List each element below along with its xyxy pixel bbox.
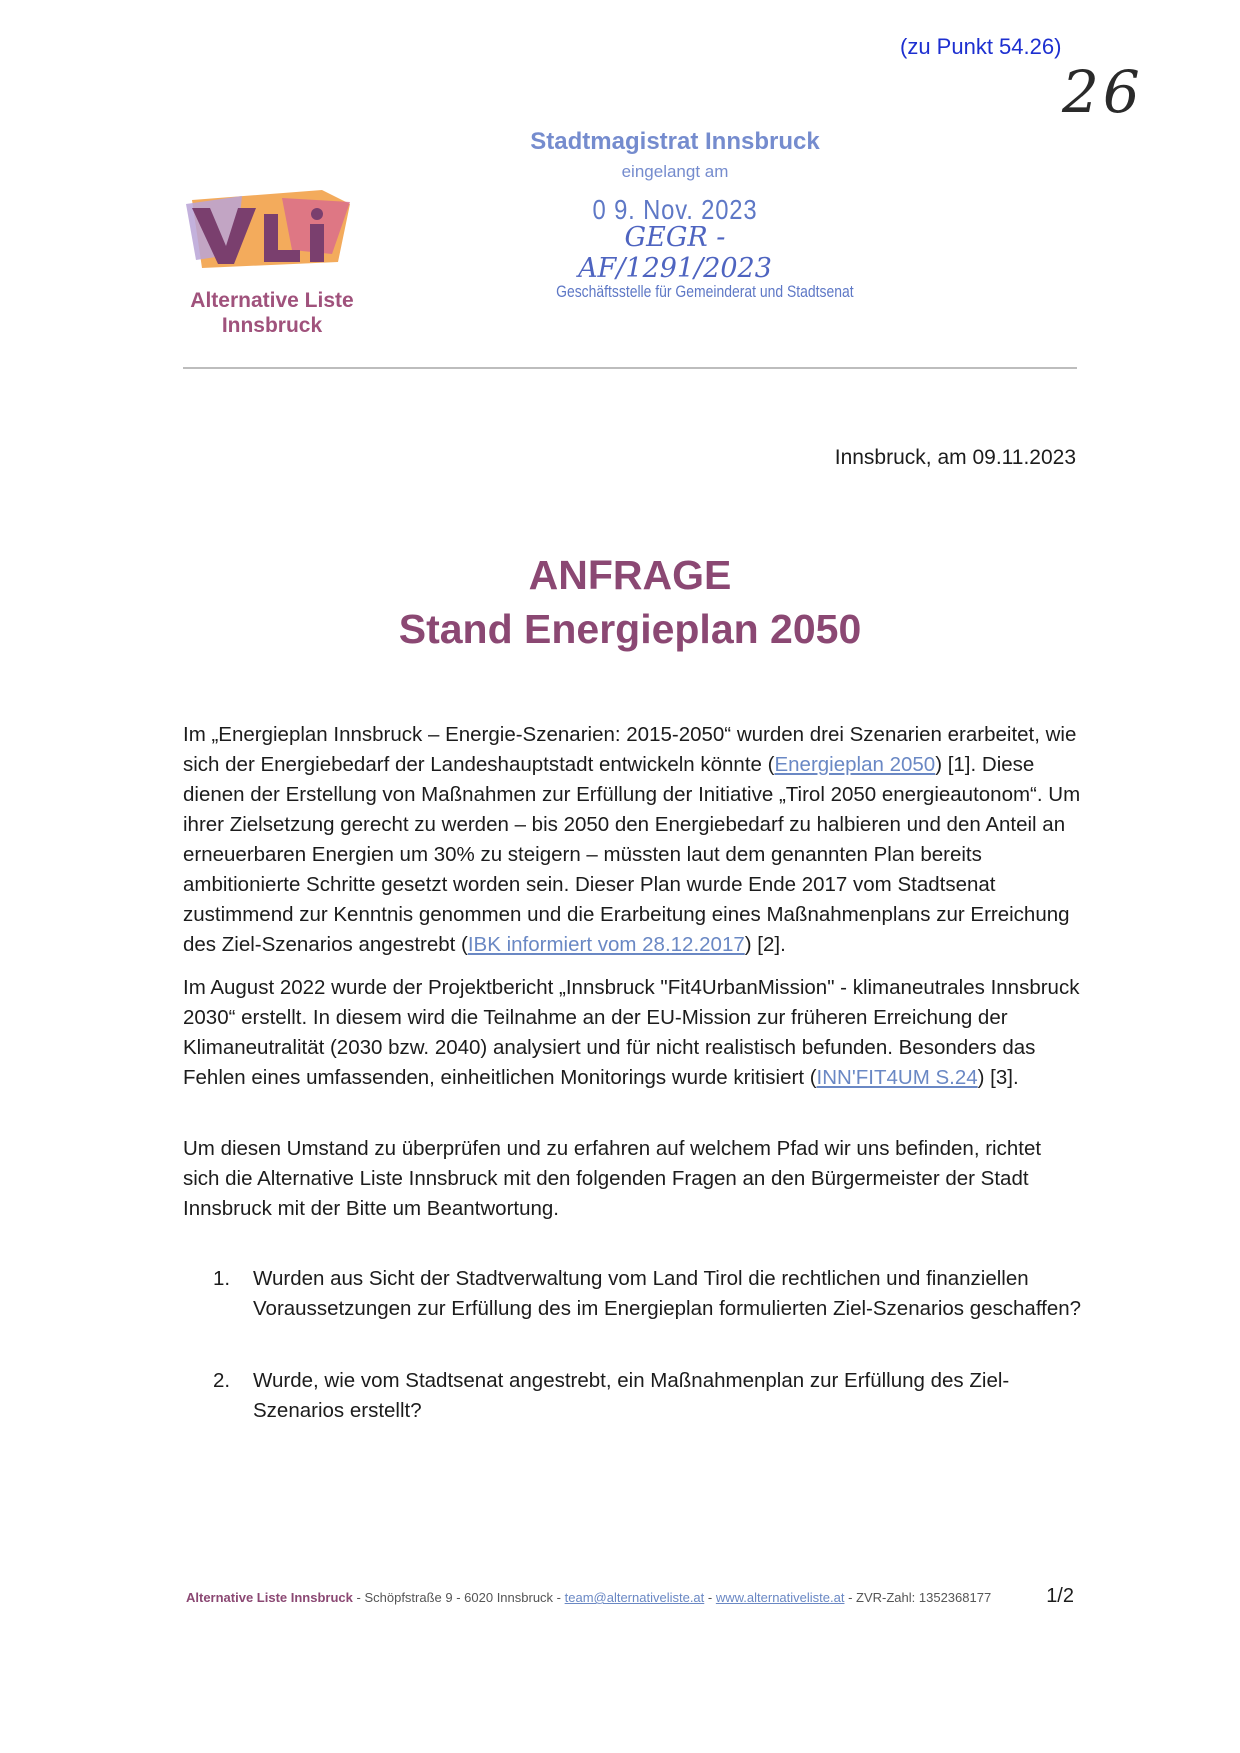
question-text: Wurden aus Sicht der Stadtverwaltung vom Land Tirol die rechtlichen und finanziellen Voraussetzungen zur Erfüllung des im Energieplan formulierten Ziel-Szenarios geschaffen? (253, 1267, 1082, 1320)
link-energieplan-2050[interactable]: Energieplan 2050 (774, 753, 936, 776)
footer-org: Alternative Liste Innsbruck (186, 1590, 353, 1605)
reference-note: (zu Punkt 54.26) (900, 34, 1062, 59)
paragraph-1-text-b: ) [1]. Diese dienen der Erstellung von Maßnahmen zur Erfüllung der Initiative „Tirol 2050 energieautonom“. Um ihrer Zielsetzung gerecht zu werden – bis 2050 den Energiebedarf zu halbieren und den Anteil an erneuerbaren Energien um 30% zu steigern – müssten laut dem genannten Plan bereits ambitionierte Schritte gesetzt worden sein. Dieser Plan wurde Ende 2017 vom Stadtsenat zustimmend zur Kenntnis genommen und die Erarbeitung eines Maßnahmenplans zur Erreichung des Ziel-Szenarios angestrebt ( (183, 753, 1081, 956)
paragraph-1-text-c: ) [2]. (744, 933, 786, 956)
stamp-office: Stadtmagistrat Innsbruck (530, 128, 820, 155)
title-line-2: Stand Energieplan 2050 (398, 606, 862, 652)
handwritten-page-number: 26 (1062, 58, 1144, 126)
stamp-received-label: eingelangt am (621, 162, 729, 181)
stamp-date: 0 9. Nov. 2023 (592, 194, 758, 225)
paragraph-2-text-a: Im August 2022 wurde der Projektbericht „Innsbruck "Fit4UrbanMission" - klimaneutrales Innsbruck 2030“ erstellt. In diesem wird die Teilnahme an der EU-Mission zur früheren Erreichung der Klimaneutralität (2030 bzw. 2040) analysiert und für nicht realistisch befunden. Besonders das Fehlen eines umfassenden, einheitlichen Monitorings wurde kritisiert ( (183, 976, 1080, 1089)
footer-sep: - (844, 1590, 857, 1605)
footer (186, 1590, 1086, 1605)
logo-caption-line2: Innsbruck (221, 314, 323, 337)
logo-caption (182, 288, 362, 338)
footer-address: Schöpfstraße 9 - 6020 Innsbruck (364, 1590, 554, 1605)
question-item (213, 1264, 1083, 1324)
paragraph-1-text-a: Im „Energieplan Innsbruck – Energie-Szenarien: 2015-2050“ wurden drei Szenarien erarbeitet, wie sich der Energiebedarf der Landeshauptstadt entwickeln könnte ( (183, 723, 1077, 776)
footer-sep: - (352, 1590, 365, 1605)
title-line-1: ANFRAGE (528, 552, 732, 598)
question-item (213, 1366, 1083, 1426)
letter-title (183, 548, 1077, 656)
footer-sep: - (704, 1590, 716, 1605)
paragraph-1 (183, 720, 1083, 960)
receipt-stamp (530, 128, 854, 302)
footer-zvr: ZVR-Zahl: 1352368177 (856, 1590, 992, 1605)
stamp-file-number: GEGR - AF/1291/2023 (578, 222, 772, 284)
paragraph-3: Um diesen Umstand zu überprüfen und zu erfahren auf welchem Pfad wir uns befinden, richtet sich die Alternative Liste Innsbruck mit den folgenden Fragen an den Bürgermeister der Stadt Innsbruck mit der Bitte um Beantwortung. (183, 1137, 1042, 1220)
header-divider (183, 367, 1077, 369)
page-number: 1/2 (1046, 1585, 1074, 1607)
logo-caption-line1: Alternative Liste (190, 289, 354, 312)
footer-web-link[interactable]: www.alternativeliste.at (715, 1590, 845, 1605)
footer-sep: - (553, 1590, 565, 1605)
question-text: Wurde, wie vom Stadtsenat angestrebt, ein Maßnahmenplan zur Erfüllung des Ziel-Szenarios erstellt? (253, 1369, 1010, 1422)
letter-date: Innsbruck, am 09.11.2023 (834, 446, 1076, 469)
ali-logo-mark (182, 184, 362, 284)
stamp-department: Geschäftsstelle für Gemeinderat und Stadtsenat (556, 282, 854, 301)
link-innfit4um[interactable]: INN'FIT4UM S.24 (816, 1066, 978, 1089)
link-ibk-informiert[interactable]: IBK informiert vom 28.12.2017 (467, 933, 745, 956)
question-number: 1. (213, 1267, 231, 1290)
paragraph-2-text-b: ) [3]. (977, 1066, 1019, 1089)
question-list (213, 1264, 1083, 1468)
question-number: 2. (213, 1369, 231, 1392)
paragraph-2 (183, 973, 1083, 1093)
footer-email-link[interactable]: team@alternativeliste.at (564, 1590, 705, 1605)
